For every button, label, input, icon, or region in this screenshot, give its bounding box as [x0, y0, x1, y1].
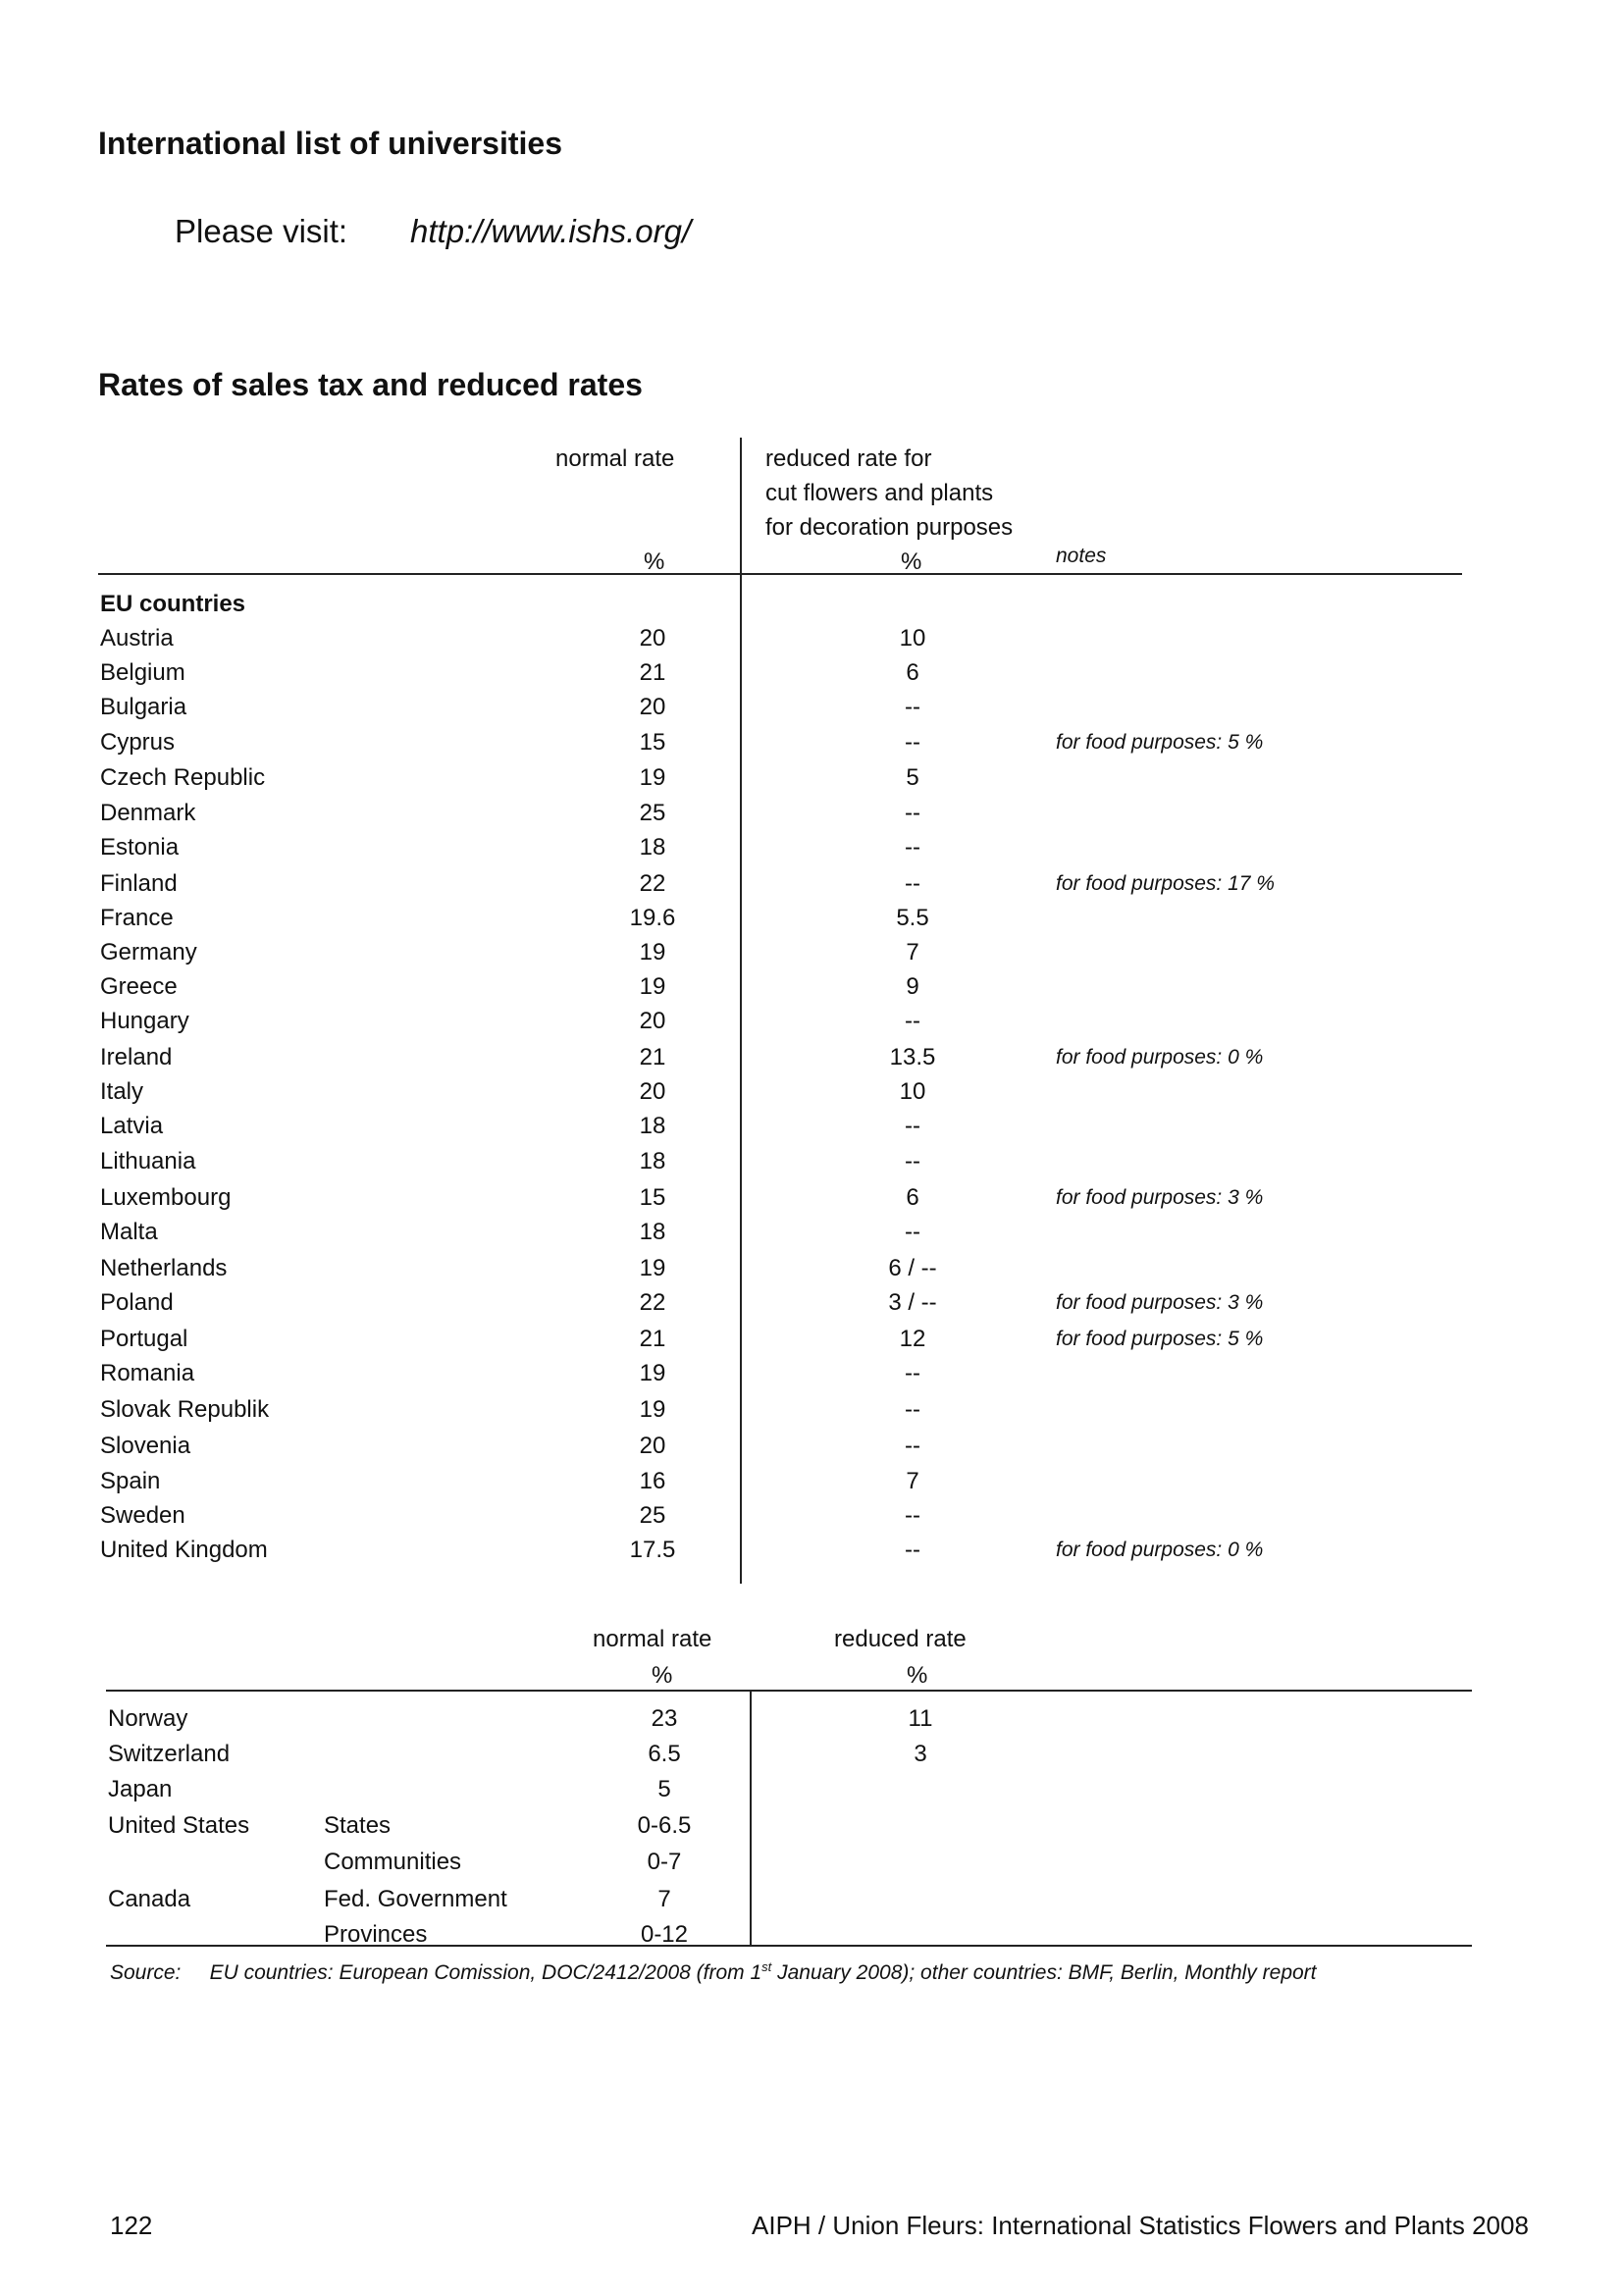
other-col-normal-rate: normal rate [593, 1626, 712, 1652]
normal-rate: 18 [639, 1113, 666, 1139]
reduced-rate: -- [905, 1113, 920, 1139]
normal-rate: 18 [639, 1148, 666, 1174]
normal-rate: 23 [651, 1705, 678, 1732]
source-superscript: st [761, 1959, 772, 1974]
row-note: for food purposes: 3 % [1056, 1186, 1264, 1209]
normal-rate: 20 [639, 1433, 666, 1459]
normal-rate: 18 [639, 834, 666, 861]
country-name: Hungary [100, 1008, 189, 1034]
table-row [0, 1184, 1623, 1219]
country-name: Spain [100, 1468, 161, 1494]
table-row [0, 1326, 1623, 1360]
eu-section-label: EU countries [100, 591, 246, 617]
normal-rate: 19 [639, 1255, 666, 1281]
reduced-rate: 3 [914, 1741, 927, 1767]
table-row [0, 1078, 1623, 1113]
country-name: Ireland [100, 1044, 173, 1070]
visit-url-link[interactable]: http://www.ishs.org/ [410, 213, 692, 249]
source-text-b: January 2008); other countries: BMF, Berlin, Monthly report [771, 1961, 1317, 1984]
eu-col-reduced-line-2: cut flowers and plants [765, 480, 994, 506]
table-row [0, 1113, 1623, 1147]
normal-rate: 6.5 [648, 1741, 681, 1767]
table-row [0, 1812, 1623, 1847]
eu-col-reduced-line-1: reduced rate for [765, 445, 932, 472]
table-row [0, 1255, 1623, 1289]
heading-universities: International list of universities [98, 126, 562, 161]
country-name: Estonia [100, 834, 180, 861]
reduced-rate: 7 [906, 1468, 919, 1494]
row-note: for food purposes: 3 % [1056, 1291, 1264, 1314]
eu-col-reduced-unit: % [901, 548, 922, 575]
row-note: for food purposes: 5 % [1056, 731, 1264, 754]
normal-rate: 21 [639, 1326, 666, 1352]
country-name: United Kingdom [100, 1537, 268, 1563]
row-note: for food purposes: 0 % [1056, 1539, 1264, 1561]
normal-rate: 16 [639, 1468, 666, 1494]
normal-rate: 19 [639, 764, 666, 791]
reduced-rate: 5 [906, 764, 919, 791]
row-note: for food purposes: 0 % [1056, 1046, 1264, 1069]
country-name: France [100, 905, 174, 931]
country-name: Austria [100, 625, 174, 652]
country-name: Romania [100, 1360, 195, 1386]
reduced-rate: 9 [906, 973, 919, 1000]
reduced-rate: 13.5 [889, 1044, 936, 1070]
normal-rate: 15 [639, 729, 666, 756]
sub-region: States [324, 1812, 392, 1839]
table-row [0, 1776, 1623, 1810]
table-row [0, 834, 1623, 868]
country-name: Finland [100, 870, 178, 897]
normal-rate: 19.6 [629, 905, 676, 931]
country-name: Belgium [100, 659, 185, 686]
normal-rate: 5 [657, 1776, 671, 1802]
country-name: Denmark [100, 800, 196, 826]
country-name: United States [108, 1812, 250, 1839]
table-row [0, 1396, 1623, 1431]
sub-region: Fed. Government [324, 1886, 507, 1912]
reduced-rate: -- [905, 1433, 920, 1459]
reduced-rate: -- [905, 694, 920, 720]
table-row [0, 1468, 1623, 1502]
reduced-rate: 3 / -- [888, 1289, 937, 1316]
country-name: Malta [100, 1219, 158, 1245]
table-row [0, 1921, 1623, 1956]
country-name: Japan [108, 1776, 173, 1802]
table-row [0, 1044, 1623, 1078]
table-row [0, 1433, 1623, 1467]
other-header-rule [106, 1690, 1472, 1692]
other-col-reduced-rate: reduced rate [834, 1626, 967, 1652]
other-bottom-rule [106, 1945, 1472, 1947]
normal-rate: 25 [639, 800, 666, 826]
normal-rate: 0-12 [640, 1921, 689, 1948]
footer-publication: AIPH / Union Fleurs: International Statistics Flowers and Plants 2008 [752, 2211, 1529, 2240]
table-row [0, 905, 1623, 939]
reduced-rate: -- [905, 1219, 920, 1245]
country-name: Bulgaria [100, 694, 187, 720]
table-row [0, 625, 1623, 659]
source-note [110, 1959, 1317, 1985]
normal-rate: 19 [639, 1360, 666, 1386]
table-row [0, 729, 1623, 763]
normal-rate: 7 [657, 1886, 671, 1912]
table-row [0, 870, 1623, 905]
reduced-rate: -- [905, 800, 920, 826]
eu-col-normal-rate: normal rate [555, 445, 675, 472]
reduced-rate: -- [905, 1360, 920, 1386]
normal-rate: 0-6.5 [637, 1812, 692, 1839]
reduced-rate: 5.5 [896, 905, 929, 931]
eu-header-rule-right [742, 573, 1462, 575]
normal-rate: 22 [639, 1289, 666, 1316]
table-row [0, 1502, 1623, 1537]
normal-rate: 15 [639, 1184, 666, 1211]
table-row [0, 973, 1623, 1008]
reduced-rate: 10 [899, 1078, 926, 1105]
table-row [0, 800, 1623, 834]
reduced-rate: 6 / -- [888, 1255, 937, 1281]
normal-rate: 17.5 [629, 1537, 676, 1563]
eu-col-normal-unit: % [644, 548, 665, 575]
table-row [0, 1849, 1623, 1883]
country-name: Cyprus [100, 729, 176, 756]
normal-rate: 20 [639, 1008, 666, 1034]
table-row [0, 1289, 1623, 1324]
other-col-reduced-unit: % [907, 1662, 928, 1689]
country-name: Latvia [100, 1113, 164, 1139]
reduced-rate: 11 [908, 1705, 933, 1732]
row-note: for food purposes: 5 % [1056, 1328, 1264, 1350]
table-row [0, 1219, 1623, 1253]
reduced-rate: 6 [906, 659, 919, 686]
table-row [0, 1360, 1623, 1394]
reduced-rate: 6 [906, 1184, 919, 1211]
reduced-rate: -- [905, 729, 920, 756]
table-row [0, 939, 1623, 973]
country-name: Sweden [100, 1502, 185, 1529]
country-name: Slovenia [100, 1433, 191, 1459]
normal-rate: 20 [639, 694, 666, 720]
source-text-a: EU countries: European Comission, DOC/2412/2008 (from 1 [209, 1961, 762, 1984]
table-row [0, 694, 1623, 728]
reduced-rate: 7 [906, 939, 919, 965]
normal-rate: 19 [639, 939, 666, 965]
heading-sales-tax-rates: Rates of sales tax and reduced rates [98, 367, 643, 402]
country-name: Norway [108, 1705, 188, 1732]
reduced-rate: -- [905, 1537, 920, 1563]
country-name: Czech Republic [100, 764, 266, 791]
sub-region: Provinces [324, 1921, 428, 1948]
normal-rate: 22 [639, 870, 666, 897]
page-number: 122 [110, 2211, 153, 2240]
table-row [0, 1886, 1623, 1920]
reduced-rate: -- [905, 1148, 920, 1174]
country-name: Portugal [100, 1326, 188, 1352]
reduced-rate: -- [905, 1396, 920, 1423]
sub-region: Communities [324, 1849, 462, 1875]
country-name: Italy [100, 1078, 144, 1105]
normal-rate: 25 [639, 1502, 666, 1529]
country-name: Netherlands [100, 1255, 228, 1281]
reduced-rate: -- [905, 1008, 920, 1034]
normal-rate: 19 [639, 1396, 666, 1423]
table-row [0, 1741, 1623, 1775]
reduced-rate: -- [905, 834, 920, 861]
normal-rate: 19 [639, 973, 666, 1000]
normal-rate: 0-7 [647, 1849, 682, 1875]
country-name: Poland [100, 1289, 174, 1316]
normal-rate: 20 [639, 625, 666, 652]
table-row [0, 1537, 1623, 1571]
eu-header-rule-left [98, 573, 740, 575]
source-label: Source: [110, 1961, 182, 1984]
country-name: Greece [100, 973, 178, 1000]
reduced-rate: 10 [899, 625, 926, 652]
country-name: Germany [100, 939, 197, 965]
normal-rate: 21 [639, 1044, 666, 1070]
country-name: Canada [108, 1886, 191, 1912]
table-row [0, 1705, 1623, 1740]
reduced-rate: -- [905, 1502, 920, 1529]
table-row [0, 1008, 1623, 1042]
other-col-normal-unit: % [652, 1662, 673, 1689]
eu-col-reduced-line-3: for decoration purposes [765, 514, 1014, 541]
table-row [0, 764, 1623, 799]
reduced-rate: -- [905, 870, 920, 897]
table-row [0, 659, 1623, 694]
table-row [0, 1148, 1623, 1182]
country-name: Switzerland [108, 1741, 231, 1767]
normal-rate: 21 [639, 659, 666, 686]
reduced-rate: 12 [899, 1326, 926, 1352]
visit-label: Please visit: [175, 213, 348, 249]
eu-col-notes: notes [1056, 545, 1107, 567]
country-name: Luxembourg [100, 1184, 232, 1211]
country-name: Lithuania [100, 1148, 196, 1174]
normal-rate: 20 [639, 1078, 666, 1105]
normal-rate: 18 [639, 1219, 666, 1245]
eu-col-reduced-rate [765, 442, 1013, 545]
country-name: Slovak Republik [100, 1396, 270, 1423]
row-note: for food purposes: 17 % [1056, 872, 1275, 895]
